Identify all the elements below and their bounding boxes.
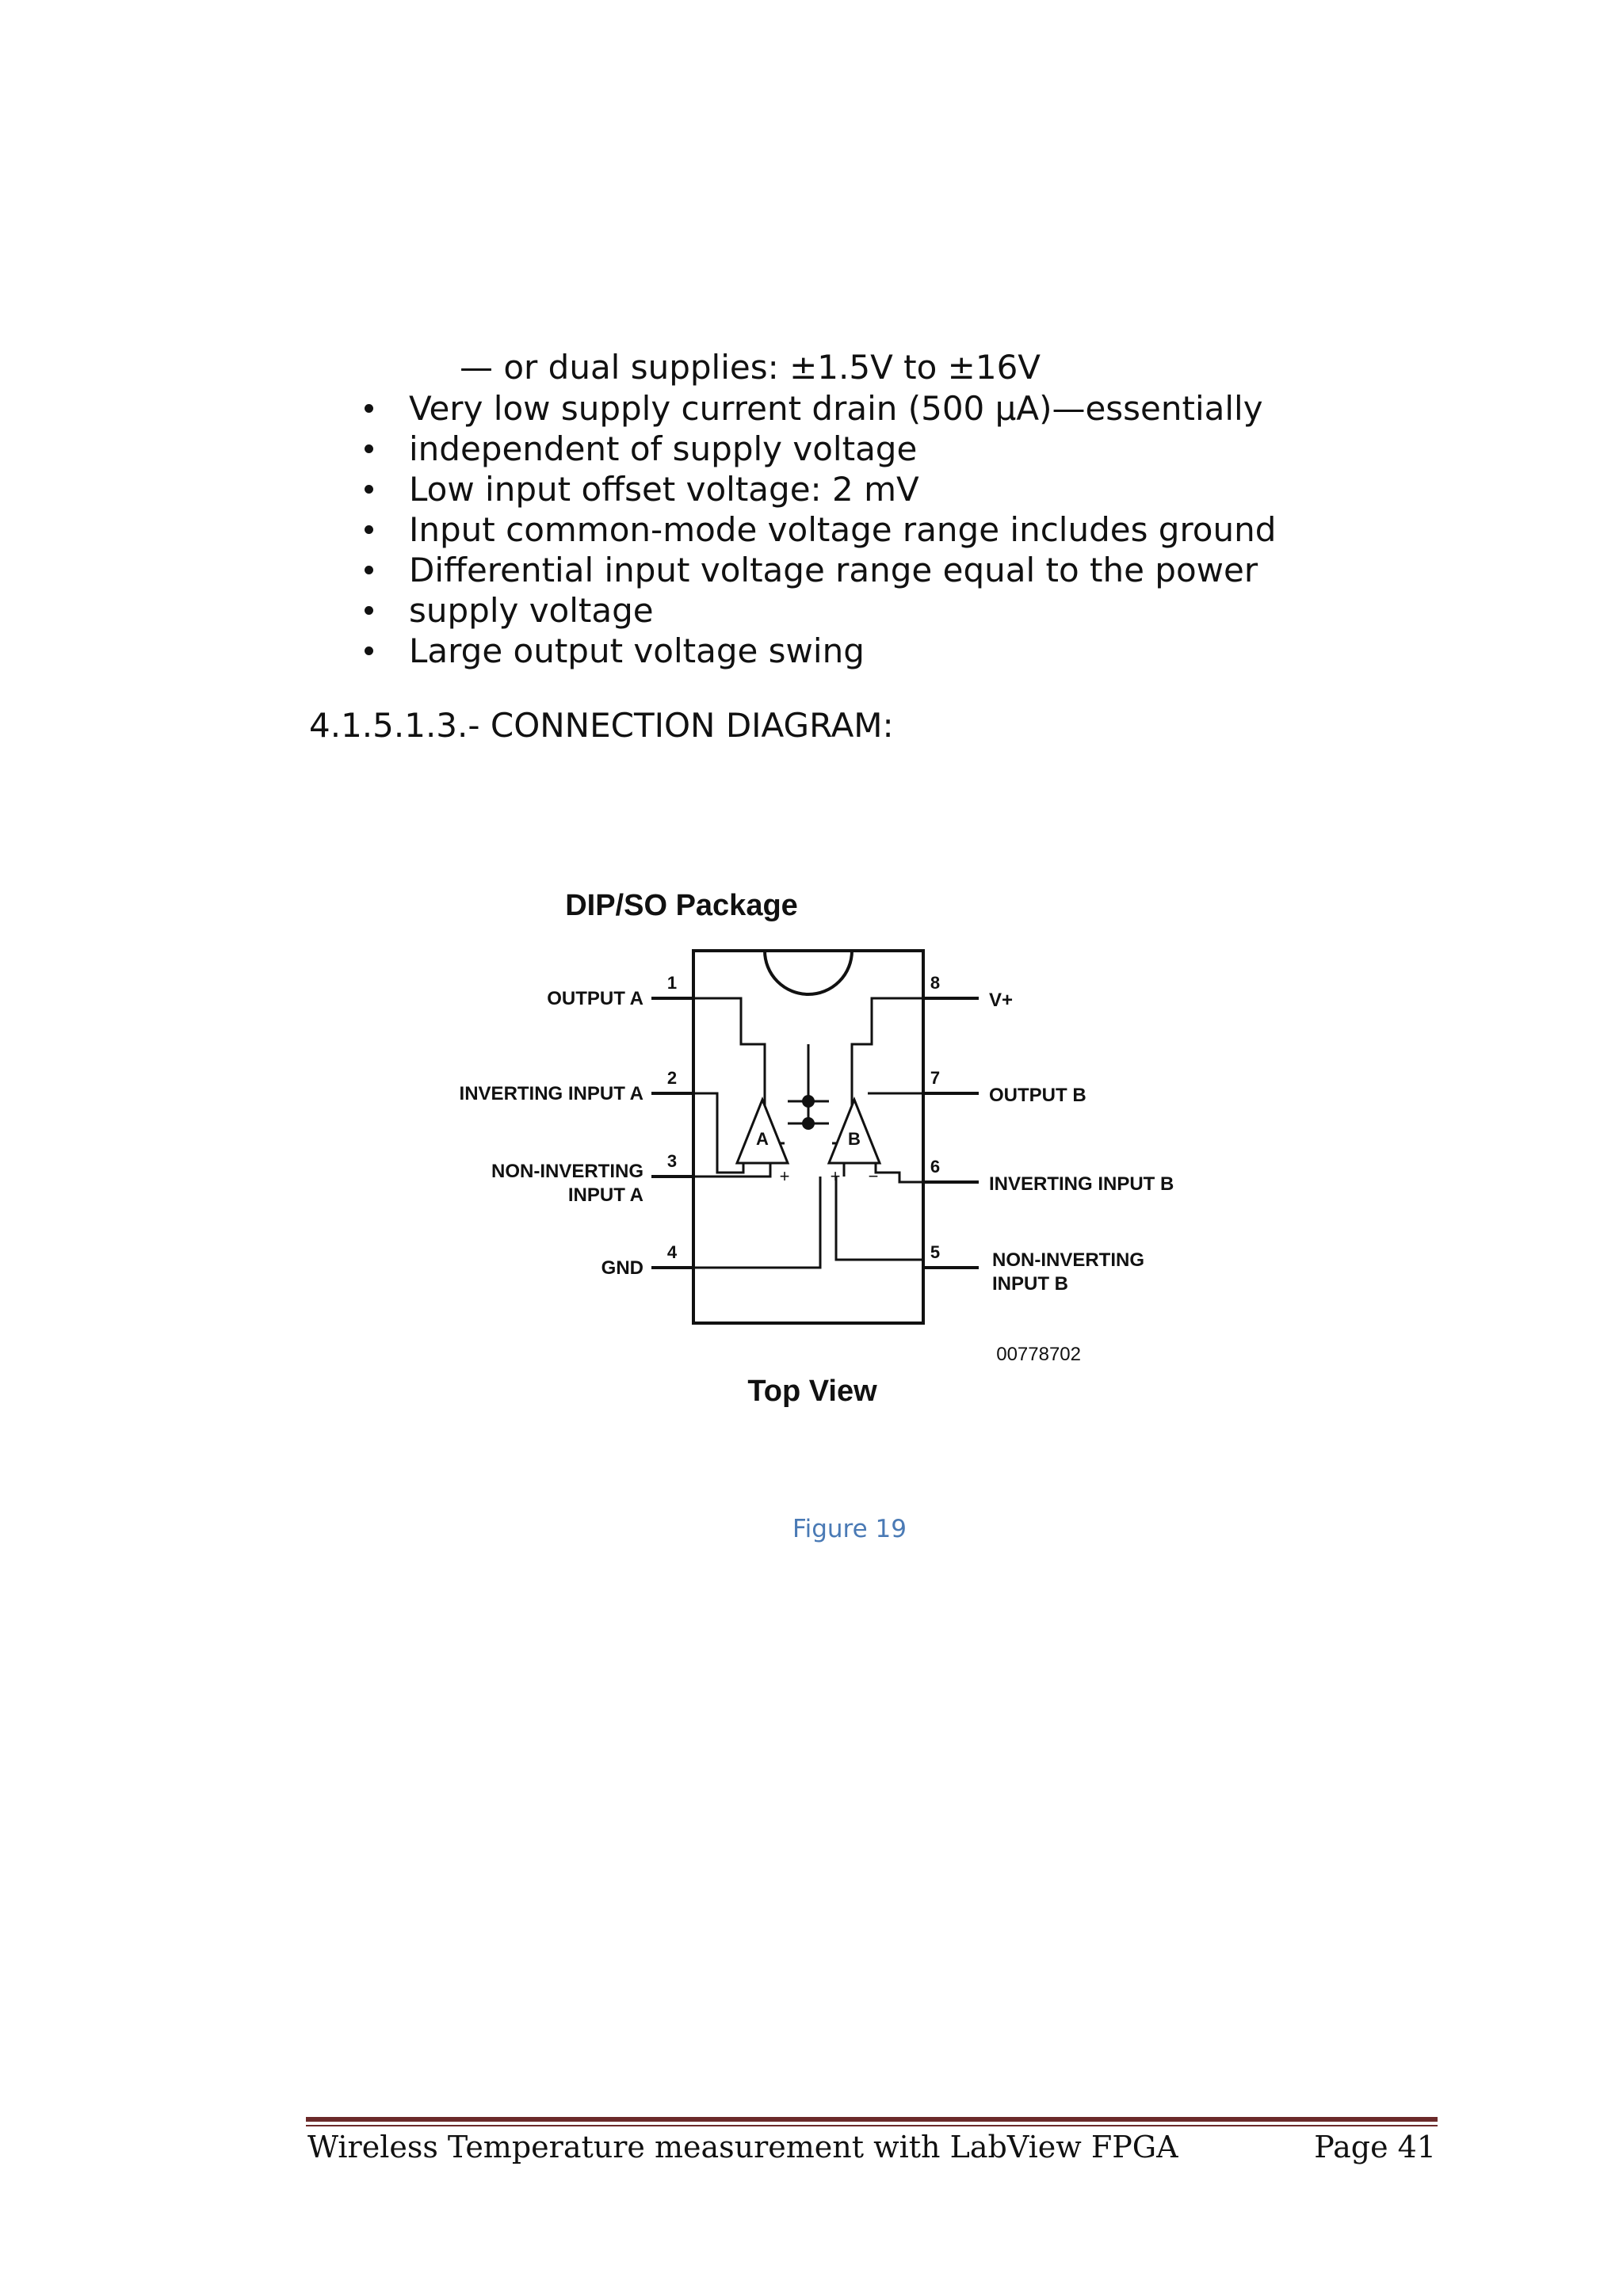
op-amp-b-plus: + — [830, 1166, 841, 1186]
feature-list — [365, 388, 1276, 671]
list-item-text: Input common-mode voltage range includes ground — [409, 510, 1277, 549]
pin-4-label: GND — [601, 1257, 643, 1279]
bullet-icon — [365, 566, 373, 574]
list-item — [365, 509, 1276, 550]
op-amp-a-label: A — [756, 1129, 769, 1149]
bullet-icon — [365, 485, 373, 494]
list-item-text: Low input offset voltage: 2 mV — [409, 470, 919, 509]
pin-5-label-line1: NON-INVERTING — [992, 1249, 1144, 1271]
pin-6-label: INVERTING INPUT B — [989, 1173, 1174, 1195]
list-item-text: Large output voltage swing — [409, 631, 865, 670]
diagram-title: DIP/SO Package — [565, 889, 798, 922]
list-item — [365, 550, 1276, 590]
pin-1-number: 1 — [666, 973, 678, 993]
connection-diagram-svg — [444, 871, 1189, 1426]
list-item — [365, 631, 1276, 671]
pin-3-number: 3 — [666, 1151, 678, 1171]
pin-8-number: 8 — [930, 973, 941, 993]
op-amp-b-minus: − — [868, 1166, 879, 1186]
pin-4-number: 4 — [666, 1242, 678, 1262]
pin-7-number: 7 — [930, 1068, 941, 1088]
list-item-text: Very low supply current drain (500 μA)—essentially — [409, 389, 1263, 428]
pin-2-number: 2 — [666, 1068, 678, 1088]
list-item — [365, 388, 1276, 429]
supply-range-continuation: — or dual supplies: ±1.5V to ±16V — [460, 348, 1041, 387]
pin-1-label: OUTPUT A — [547, 988, 643, 1009]
bullet-icon — [365, 404, 373, 413]
pin-8-label: V+ — [989, 990, 1014, 1011]
diagram-view-label: Top View — [747, 1375, 877, 1408]
op-amp-a-plus: + — [779, 1166, 790, 1186]
pin-7-label: OUTPUT B — [989, 1085, 1086, 1106]
figure-caption: Figure 19 — [792, 1515, 907, 1543]
list-item — [365, 469, 1276, 509]
part-code: 00778702 — [996, 1344, 1081, 1365]
list-item-text: Differential input voltage range equal to the power — [409, 551, 1258, 589]
footer-rule — [306, 2117, 1438, 2122]
bullet-icon — [365, 606, 373, 615]
list-item — [365, 590, 1276, 631]
list-item-text: supply voltage — [409, 591, 654, 630]
bullet-icon — [365, 444, 373, 453]
op-amp-b-label: B — [848, 1129, 861, 1149]
pin-numbers — [667, 973, 940, 1262]
pin-2-label: INVERTING INPUT A — [459, 1083, 643, 1104]
pin-5-number: 5 — [930, 1242, 941, 1262]
footer-rule-thin — [306, 2125, 1438, 2126]
list-item-text: independent of supply voltage — [409, 429, 918, 468]
footer-title: Wireless Temperature measurement with LabView FPGA — [307, 2130, 1178, 2164]
pin-labels-right — [989, 990, 1174, 1295]
pin-5-label-line2: INPUT B — [992, 1273, 1068, 1295]
pin-leads — [651, 998, 979, 1268]
pin-3-label-line2: INPUT A — [567, 1184, 643, 1206]
op-amp-a-minus: − — [738, 1166, 749, 1186]
pin-3-label-line1: NON-INVERTING — [491, 1161, 643, 1182]
pin-labels-left — [460, 988, 643, 1279]
section-heading: 4.1.5.1.3.- CONNECTION DIAGRAM: — [309, 706, 894, 745]
bullet-icon — [365, 525, 373, 534]
bullet-icon — [365, 646, 373, 655]
connection-diagram — [444, 871, 1189, 1426]
pin-6-number: 6 — [930, 1157, 941, 1177]
internal-wiring — [693, 998, 923, 1268]
page-number: Page 41 — [1314, 2130, 1436, 2164]
op-amp-b — [829, 1100, 880, 1186]
list-item — [365, 429, 1276, 469]
